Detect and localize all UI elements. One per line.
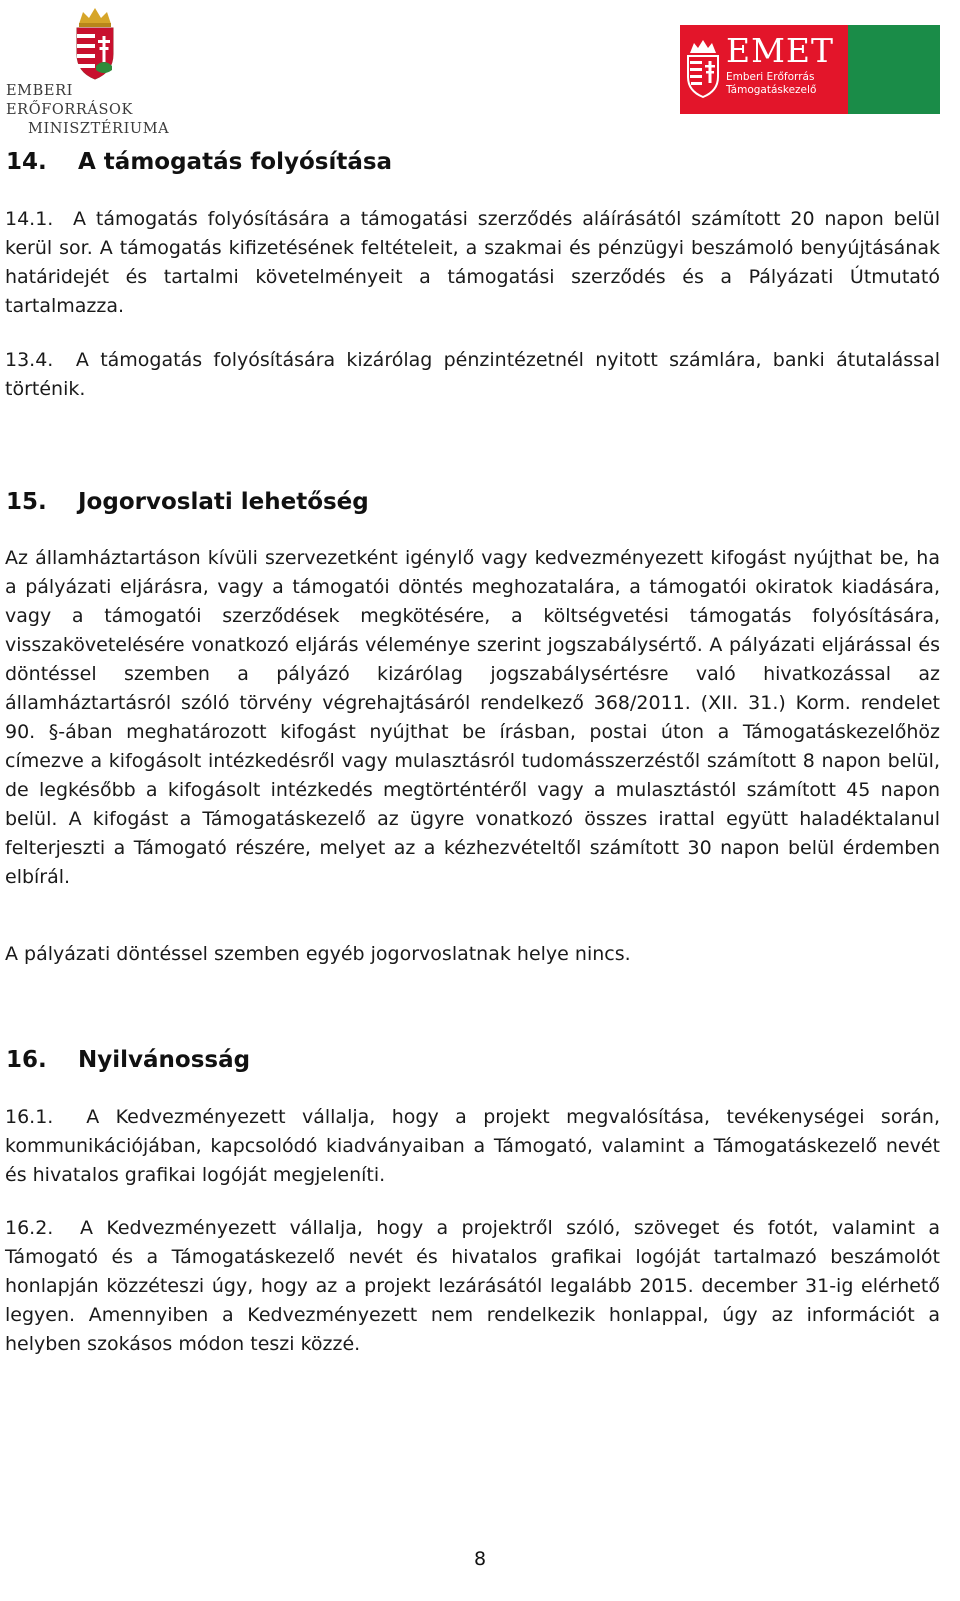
section-title: A támogatás folyósítása (78, 149, 393, 175)
hungarian-crest-icon (73, 2, 117, 82)
emet-logo-green-block (848, 25, 940, 114)
section-number: 15. (6, 489, 47, 515)
ministry-name (6, 82, 186, 139)
section-14-paragraph-1: 14.1. A támogatás folyósítására a támogatási szerződés aláírásától számított 20 napon belül kerül sor. A támogatás kifizetésének feltételeit, a szakmai és pénzügyi beszámoló benyújtásának határidejét és tartalmi követelményeit a támogatási szerződés és a Pályázati Útmutató tartalmazza. (5, 208, 940, 317)
section-15-heading (6, 488, 369, 516)
page-header (0, 0, 960, 137)
ministry-logo (6, 2, 181, 137)
emet-logo-subtitle (726, 71, 816, 97)
section-16-heading (6, 1046, 250, 1074)
section-14-heading (6, 148, 392, 176)
section-number: 14. (6, 149, 47, 175)
section-title: Nyilvánosság (78, 1047, 251, 1073)
section-15-paragraph-1: Az államháztartáson kívüli szervezetként igénylő vagy kedvezményezett kifogást nyújthat be, ha a pályázati eljárásra, vagy a támogatói döntés meghozatalára, a támogatói okiratok kiadására, vagy a támogatói szerződések megkötésére, a költségvetési támogatás folyósítására, visszakövetelésére vonatkozó eljárás véleménye szerint jogszabálysértő. A pályázati eljárással és döntéssel szemben a pályázó kizárólag jogszabálysértésre való hivatkozással az államháztartásról szóló törvény végrehajtásáról rendelkező 368/2011. (XII. 31.) Korm. rendelet 90. §-ában meghatározott kifogást nyújthat be írásban, postai úton a Támogatáskezelőhöz címezve a kifogásolt intézkedésről vagy mulasztásról tudomásszerzéstől számított 8 napon belül, de legkésőbb a kifogásolt intézkedés megtörténtéről vagy a mulasztástól számított 45 napon belül. A kifogást a Támogatáskezelő az ügyre vonatkozó összes irattal együtt haladéktalanul felterjeszti a Támogató részére, melyet az a kézhezvételtől számított 30 napon belül érdemben elbírál. (5, 547, 940, 888)
page-number: 8 (473, 1548, 487, 1570)
emet-logo-subtitle-line1: Emberi Erőforrás (726, 71, 815, 83)
emet-logo (680, 25, 940, 114)
emet-logo-subtitle-line2: Támogatáskezelő (726, 84, 817, 96)
section-16-paragraph-2: 16.2. A Kedvezményezett vállalja, hogy a projektről szóló, szöveget és fotót, valamint a Támogató és a Támogatáskezelő nevét és hivatalos grafikai logóját tartalmazó beszámolót honlapján közzéteszi úgy, hogy az a projekt lezárásától legalább 2015. december 31-ig elérhető legyen. Amennyiben a Kedvezményezett nem rendelkezik honlappal, úgy az információt a helyben szokásos módon teszi közzé. (5, 1217, 940, 1355)
section-14-paragraph-2: 13.4. A támogatás folyósítására kizárólag pénzintézetnél nyitott számlára, banki átutalással történik. (5, 349, 940, 400)
ministry-name-line2: MINISZTÉRIUMA (28, 121, 170, 137)
emet-logo-title: EMET (726, 31, 834, 70)
section-number: 16. (6, 1047, 47, 1073)
emet-crest-icon (686, 37, 720, 99)
section-15-paragraph-2: A pályázati döntéssel szemben egyéb jogorvoslatnak helye nincs. (5, 943, 631, 965)
section-title: Jogorvoslati lehetőség (78, 489, 369, 515)
ministry-name-line1: EMBERI ERŐFORRÁSOK (6, 83, 133, 118)
section-16-paragraph-1: 16.1. A Kedvezményezett vállalja, hogy a projekt megvalósítása, tevékenységei során, kommunikációjában, kapcsolódó kiadványaiban a Támogató, valamint a Támogatáskezelő nevét és hivatalos grafikai logóját megjeleníti. (5, 1106, 940, 1186)
